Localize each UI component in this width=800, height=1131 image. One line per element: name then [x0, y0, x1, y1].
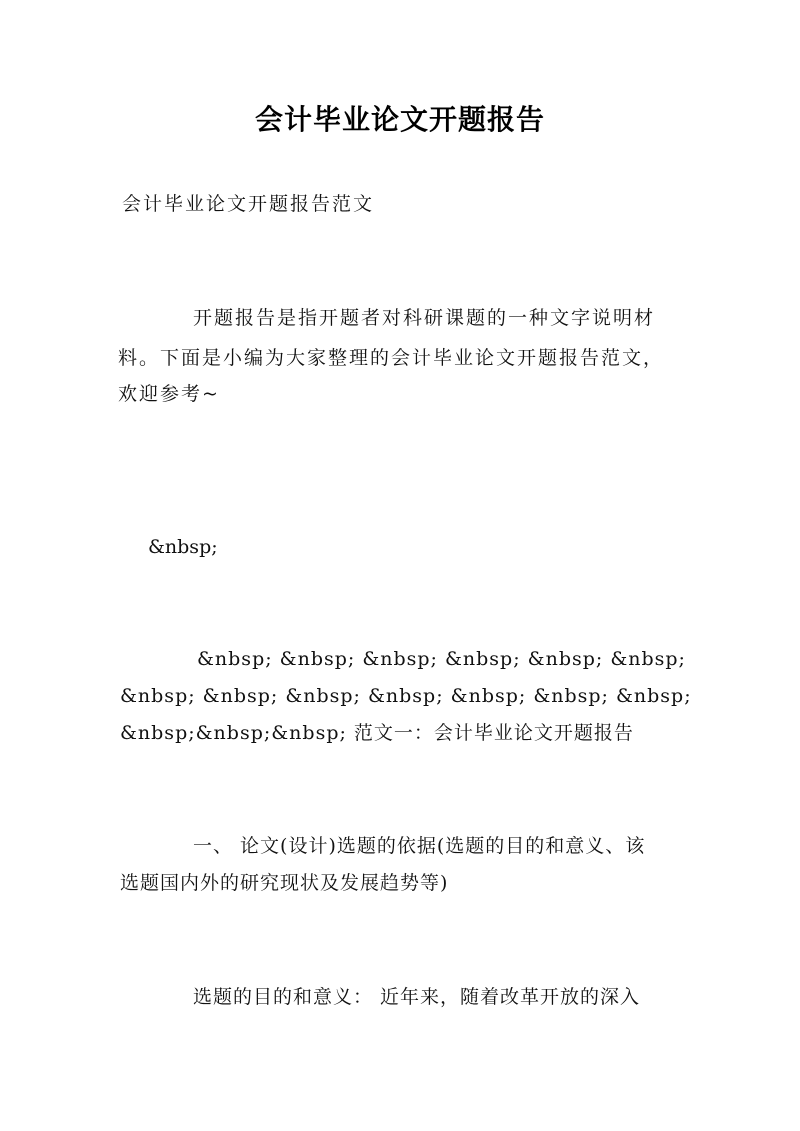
- intro-line-2: 料。下面是小编为大家整理的会计毕业论文开题报告范文，: [118, 347, 665, 369]
- intro-line-1: 开题报告是指开题者对科研课题的一种文字说明材: [193, 307, 656, 329]
- nbsp-line-2: &nbsp; &nbsp; &nbsp; &nbsp; &nbsp; &nbsp; &nbsp;: [120, 685, 692, 707]
- document-title: 会计毕业论文开题报告: [254, 103, 545, 136]
- subtitle: 会计毕业论文开题报告范文: [122, 193, 375, 215]
- nbsp-line-1: &nbsp; &nbsp; &nbsp; &nbsp; &nbsp; &nbsp;: [197, 648, 686, 670]
- intro-line-3: 欢迎参考~: [118, 383, 220, 405]
- purpose-line-1: 选题的目的和意义： 近年来，随着改革开放的深入: [193, 986, 641, 1008]
- nbsp-line-3: &nbsp;&nbsp;&nbsp; 范文一：会计毕业论文开题报告: [120, 722, 634, 744]
- section1-line-1: 一、 论文(设计)选题的依据(选题的目的和意义、该: [193, 835, 646, 857]
- nbsp-text: &nbsp;: [148, 536, 218, 558]
- section1-line-2: 选题国内外的研究现状及发展趋势等): [120, 872, 449, 894]
